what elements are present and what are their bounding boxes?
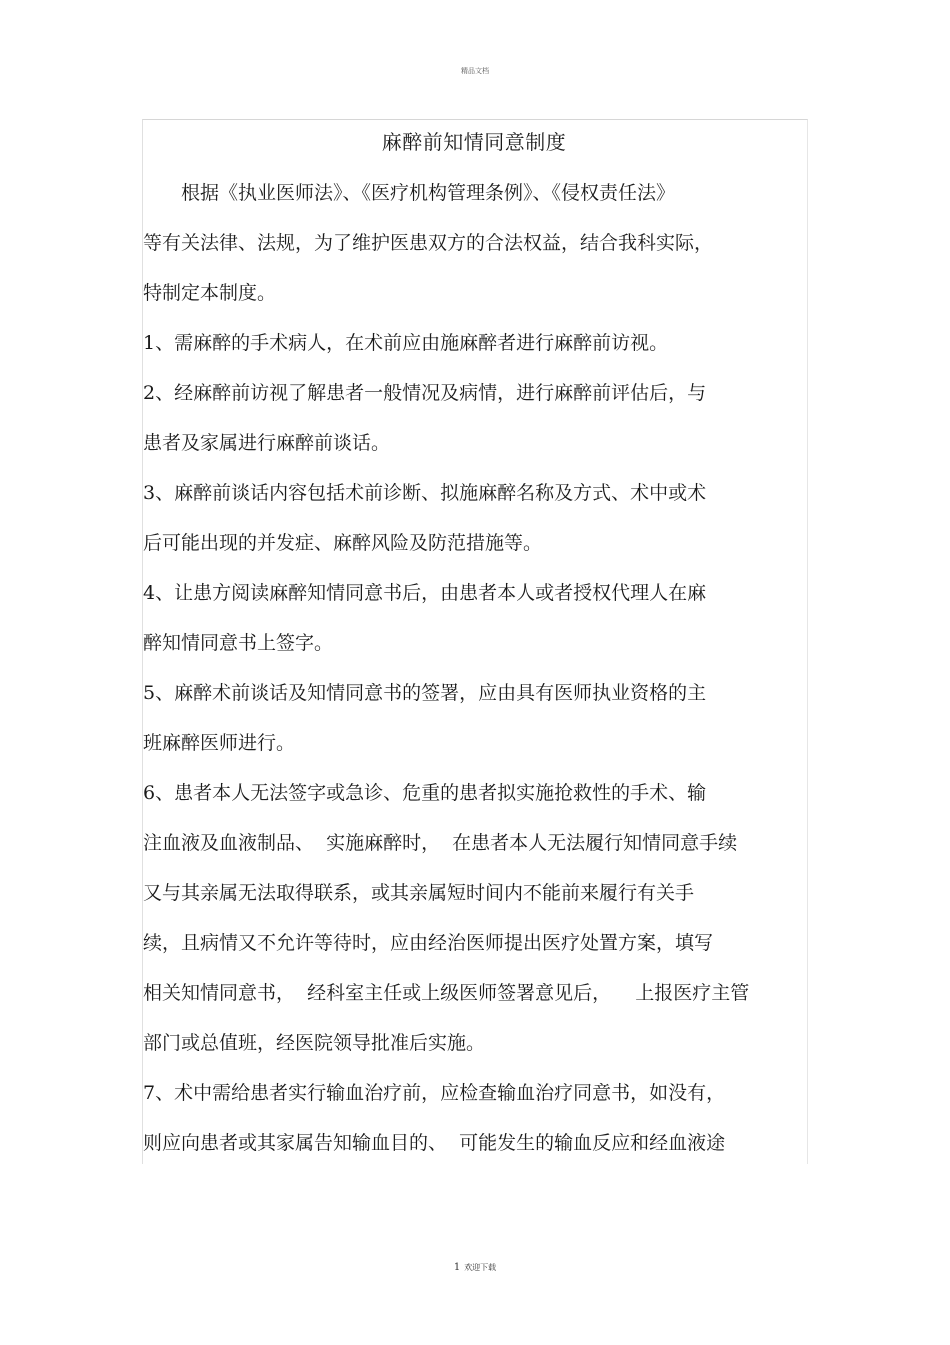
body-line: 后可能出现的并发症、麻醉风险及防范措施等。: [143, 532, 543, 554]
header-watermark: 精品文档: [461, 67, 489, 75]
body-line: 2、经麻醉前访视了解患者一般情况及病情，进行麻醉前评估后，与: [143, 382, 707, 404]
body-line: 又与其亲属无法取得联系，或其亲属短时间内不能前来履行有关手: [143, 882, 695, 904]
page-number: 1: [453, 1262, 461, 1273]
body-line: 5、麻醉术前谈话及知情同意书的签署，应由具有医师执业资格的主: [143, 682, 707, 704]
body-line: 4、让患方阅读麻醉知情同意书后，由患者本人或者授权代理人在麻: [143, 582, 707, 604]
body-line: 相关知情同意书， 经科室主任或上级医师签署意见后， 上报医疗主管: [143, 982, 750, 1004]
body-line: 患者及家属进行麻醉前谈话。: [143, 432, 391, 454]
body-line: 1、需麻醉的手术病人，在术前应由施麻醉者进行麻醉前访视。: [143, 332, 669, 354]
body-line: 班麻醉医师进行。: [143, 732, 296, 754]
footer-text: 欢迎下载: [464, 1263, 497, 1272]
body-line: 3、麻醉前谈话内容包括术前诊断、拟施麻醉名称及方式、术中或术: [143, 482, 707, 504]
body-line: 部门或总值班，经医院领导批准后实施。: [143, 1032, 486, 1054]
body-line: 等有关法律、法规，为了维护医患双方的合法权益，结合我科实际，: [143, 232, 714, 254]
body-line: 醉知情同意书上签字。: [143, 632, 334, 654]
body-line: 特制定本制度。: [143, 282, 277, 304]
document-title: 麻醉前知情同意制度: [381, 130, 567, 154]
body-line: 续，且病情又不允许等待时，应由经治医师提出医疗处置方案，填写: [143, 932, 714, 954]
body-line: 则应向患者或其家属告知输血目的、 可能发生的输血反应和经血液途: [143, 1132, 726, 1154]
page-footer: [0, 1262, 950, 1273]
body-line: 6、患者本人无法签字或急诊、危重的患者拟实施抢救性的手术、输: [143, 782, 707, 804]
body-line: 注血液及血液制品、 实施麻醉时， 在患者本人无法履行知情同意手续: [143, 832, 738, 854]
body-line: 根据《执业医师法》、《医疗机构管理条例》、《侵权责任法》: [143, 182, 676, 204]
body-line: 7、术中需给患者实行输血治疗前，应检查输血治疗同意书，如没有，: [143, 1082, 726, 1104]
